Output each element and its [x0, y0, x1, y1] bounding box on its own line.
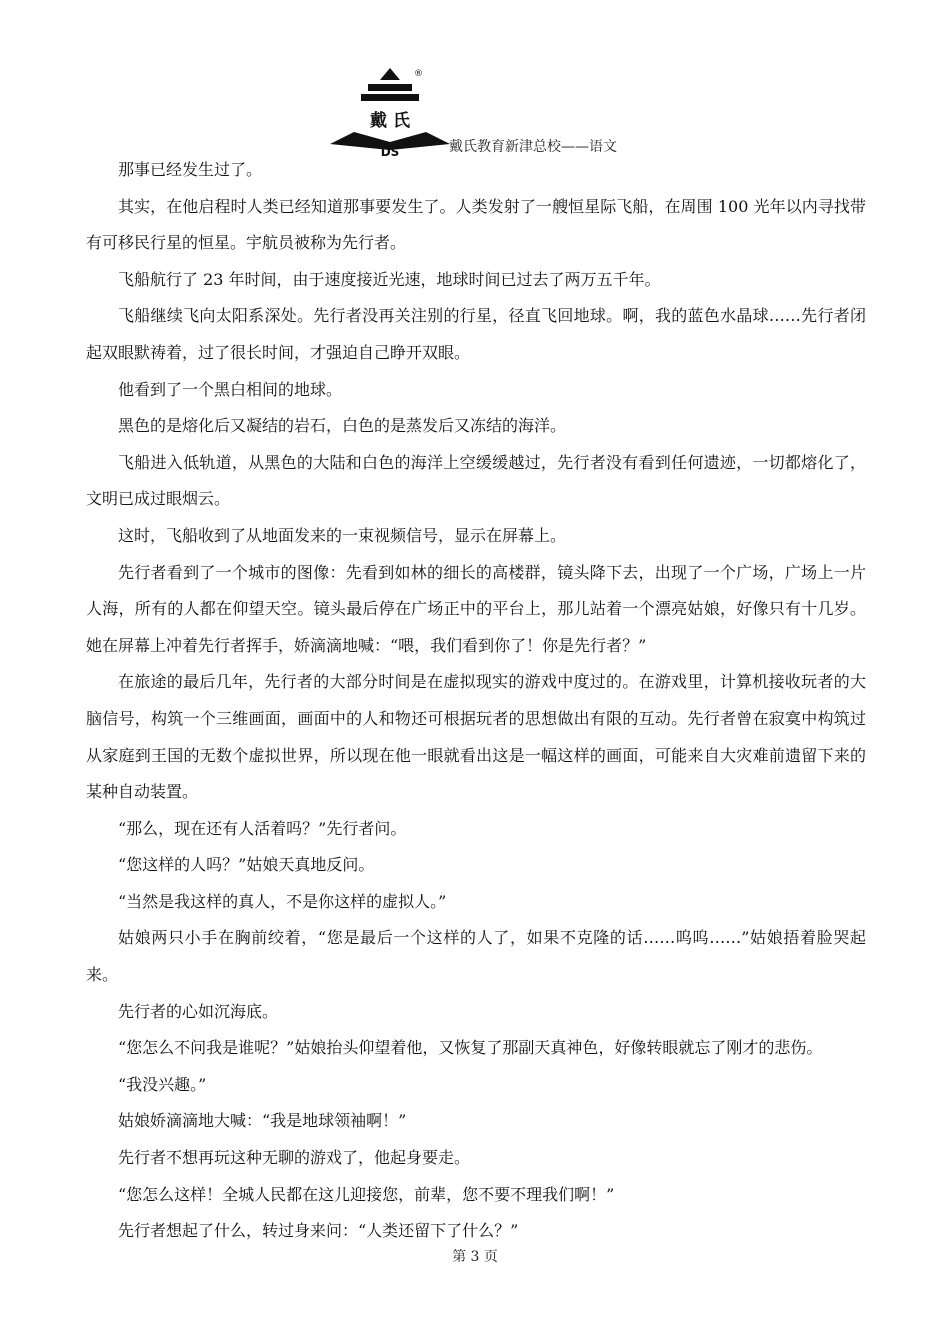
logo-ds-text: DS: [380, 145, 400, 158]
page-header: [328, 66, 628, 160]
dais-logo: [328, 66, 452, 158]
paragraph: 这时，飞船收到了从地面发来的一束视频信号，显示在屏幕上。: [118, 525, 567, 545]
paragraph: “那么，现在还有人活着吗？”先行者问。: [118, 818, 407, 838]
logo-mark-text: 戴 氏: [370, 111, 410, 131]
paragraph: 在旅途的最后几年，先行者的大部分时间是在虚拟现实的游戏中度过的。在游戏里，计算机接收玩者的大脑信号，构筑一个三维画面，画面中的人和物还可根据玩者的思想做出有限的互动。先行者曾在寂寞中构筑过从家庭到王国的无数个虚拟世界，所以现在他一眼就看出这是一幅这样的画面，可能来自大灾难前遗留下来的某种自动装置。: [86, 672, 866, 802]
paragraph: “我没兴趣。”: [118, 1074, 207, 1094]
article-body: [86, 152, 866, 1250]
paragraph: 姑娘两只小手在胸前绞着，“您是最后一个这样的人了，如果不克隆的话……呜呜……”姑娘捂着脸哭起来。: [86, 928, 866, 985]
paragraph: 飞船航行了 23 年时间，由于速度接近光速，地球时间已过去了两万五千年。: [118, 269, 661, 289]
paragraph: 飞船继续飞向太阳系深处。先行者没再关注别的行星，径直飞回地球。啊，我的蓝色水晶球……先行者闭起双眼默祷着，过了很长时间，才强迫自己睁开双眼。: [86, 306, 866, 362]
paragraph: 先行者不想再玩这种无聊的游戏了，他起身要走。: [118, 1148, 471, 1168]
paragraph: 其实，在他启程时人类已经知道那事要发生了。人类发射了一艘恒星际飞船，在周围 100 光年以内寻找带有可移民行星的恒星。宇航员被称为先行者。: [86, 196, 866, 253]
page-number: 第 3 页: [452, 1249, 498, 1265]
header-subtitle: 戴氏教育新津总校——语文: [449, 139, 617, 155]
paragraph: 黑色的是熔化后又凝结的岩石，白色的是蒸发后又冻结的海洋。: [118, 416, 567, 436]
paragraph: 飞船进入低轨道，从黑色的大陆和白色的海洋上空缓缓越过，先行者没有看到任何遗迹，一切都熔化了，文明已成过眼烟云。: [86, 452, 866, 509]
paragraph: 先行者看到了一个城市的图像：先看到如林的细长的高楼群，镜头降下去，出现了一个广场，广场上一片人海，所有的人都在仰望天空。镜头最后停在广场正中的平台上，那儿站着一个漂亮姑娘，好像只有十几岁。她在屏幕上冲着先行者挥手，娇滴滴地喊：“喂，我们看到你了！你是先行者？”: [86, 562, 866, 655]
paragraph: 姑娘娇滴滴地大喊：“我是地球领袖啊！”: [118, 1111, 407, 1131]
paragraph: 他看到了一个黑白相间的地球。: [118, 379, 343, 399]
paragraph: “当然是我这样的真人，不是你这样的虚拟人。”: [118, 891, 447, 911]
paragraph: “您怎么不问我是谁呢？”姑娘抬头仰望着他，又恢复了那副天真神色，好像转眼就忘了刚才的悲伤。: [118, 1038, 823, 1058]
paragraph: 那事已经发生过了。: [118, 160, 263, 179]
paragraph: 先行者的心如沉海底。: [118, 1001, 279, 1021]
paragraph: “您怎么这样！全城人民都在这儿迎接您，前辈，您不要不理我们啊！”: [118, 1184, 615, 1204]
paragraph: 先行者想起了什么，转过身来问：“人类还留下了什么？”: [118, 1221, 519, 1241]
paragraph: “您这样的人吗？”姑娘天真地反问。: [118, 855, 375, 875]
registered-mark: ®: [414, 69, 423, 79]
